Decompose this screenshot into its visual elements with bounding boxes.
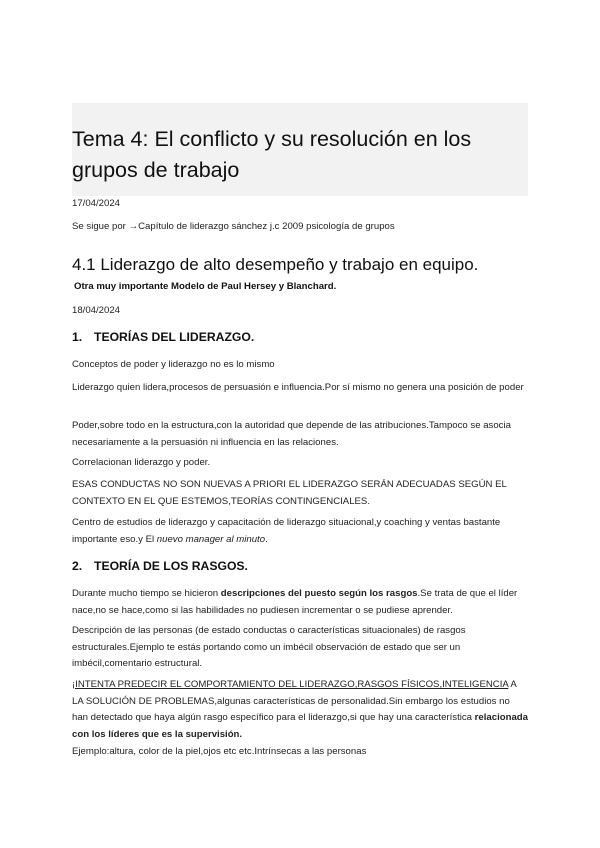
page-title: Tema 4: El conflicto y su resolución en los grupos de trabajo: [72, 127, 472, 182]
paragraph-6: [72, 515, 528, 548]
paragraph-10: Ejemplo:altura, color de la piel,ojos etc etc.Intrínsecas a las personas: [72, 746, 367, 757]
paragraph-7: [72, 586, 528, 619]
underlined-run: ¡INTENTA PREDECIR EL COMPORTAMIENTO DEL LIDERAZGO,RASGOS FÍSICOS,INTELIGENCIA: [72, 679, 509, 690]
paragraph-1: Conceptos de poder y liderazgo no es lo mismo: [72, 359, 275, 370]
heading-number: 2.: [72, 559, 83, 573]
bold-run: relacionada con los líderes que es la supervisión.: [72, 712, 528, 740]
date-1: 17/04/2024: [72, 198, 121, 209]
heading-teoria-rasgos: [72, 559, 248, 573]
date-2: 18/04/2024: [72, 305, 121, 316]
paragraph-8: Descripción de las personas (de estado conductas o características situacionales) de rasgos estructurales.Ejemplo te estás portando como un imbécil observación de estado que ser un imbécil,comentario estructural.: [72, 625, 466, 669]
heading-text: TEORÍA DE LOS RASGOS.: [94, 559, 248, 573]
paragraph-9: [72, 677, 528, 743]
italic-run: nuevo manager al minuto: [156, 533, 266, 545]
heading-number: 1.: [72, 330, 83, 344]
text-run: Durante mucho tiempo se hicieron: [72, 588, 221, 599]
heading-text: TEORÍAS DEL LIDERAZGO.: [94, 330, 255, 344]
paragraph-4: Correlacionan liderazgo y poder.: [72, 457, 211, 468]
paragraph-3: Poder,sobre todo en la estructura,con la autoridad que depende de las atribuciones.Tampoco se asocia necesariamente a la persuasión ni influencia en las relaciones.: [72, 420, 511, 448]
bold-run: descripciones del puesto según los rasgos: [220, 588, 418, 599]
heading-teorias-liderazgo: [72, 330, 254, 344]
source-line: Se sigue por →Capítulo de liderazgo sánchez j.c 2009 psicología de grupos: [72, 221, 395, 232]
model-note: Otra muy importante Modelo de Paul Hersey y Blanchard.: [74, 281, 337, 292]
text-run: .: [265, 533, 268, 545]
text-run: Centro de estudios de liderazgo y capacitación de liderazgo situacional,y coaching y ventas bastante importante eso.y El: [72, 517, 501, 545]
paragraph-5: ESAS CONDUCTAS NO SON NUEVAS A PRIORI EL LIDERAZGO SERÁN ADECUADAS SEGÚN EL CONTEXTO EN EL QUE ESTEMOS,TEORÍAS CONTINGENCIALES.: [72, 479, 507, 507]
paragraph-2: Liderazgo quien lidera,procesos de persuasión e influencia.Por sí mismo no genera una posición de poder: [72, 382, 524, 393]
text-run: A LA SOLUCIÓN DE PROBLEMAS,algunas características de personalidad.Sin embargo los estudios no han detectado que haya algún rasgo específico para el liderazgo,si que hay una característica: [72, 679, 517, 723]
text-run: .Se trata de que el líder nace,no se hace,como si las habilidades no pudiesen incrementar o se pudiese aprender.: [72, 588, 518, 616]
section-4-1-heading: 4.1 Liderazgo de alto desempeño y trabajo en equipo.: [72, 255, 479, 274]
